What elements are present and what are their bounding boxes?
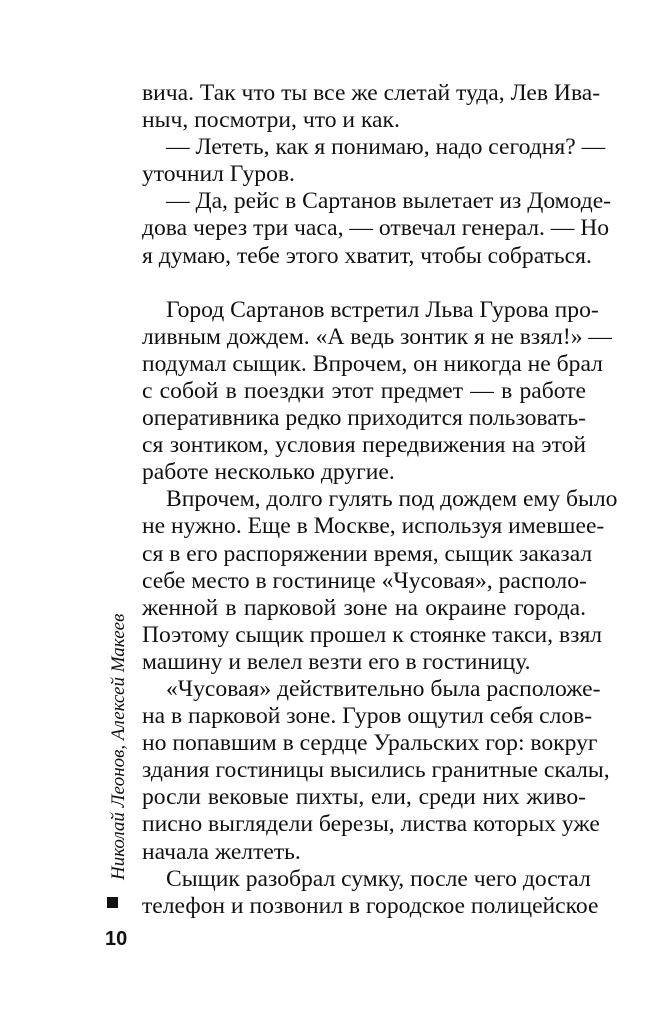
running-head-authors: Николай Леонов, Алексей Макеев (108, 613, 129, 880)
page-number: 10 (105, 928, 128, 950)
text-line: росли вековые пихты, ели, среди них живо- (142, 784, 586, 811)
text-line: машину и велел везти его в гостиницу. (142, 648, 531, 675)
paragraph (142, 188, 612, 269)
text-line: Поэтому сыщик прошел к стоянке такси, взял (142, 621, 603, 648)
text-line: но попавшим в сердце Уральских гор: вокруг (142, 730, 598, 757)
text-line: — Лететь, как я понимаю, надо сегодня? — (166, 134, 606, 161)
text-line: ливным дождем. «А ведь зонтик я не взял!» — (142, 323, 613, 350)
paragraph (142, 675, 610, 866)
text-line: «Чусовая» действительно была расположе- (166, 675, 601, 702)
text-line: оперативника редко приходится пользовать- (142, 405, 587, 432)
text-line: ся зонтиком, условия передвижения на этой (142, 432, 586, 459)
text-line: себе место в гостинице «Чусовая», располо- (142, 567, 587, 594)
text-line: не нужно. Еще в Москве, используя имевшее- (142, 513, 605, 540)
text-line: уточнил Гуров. (142, 161, 295, 188)
body-text (142, 80, 618, 920)
text-line: Впрочем, долго гулять под дождем ему было (166, 486, 618, 513)
text-line: начала желтеть. (142, 838, 301, 865)
text-line: телефон и позвонил в городское полицейское (142, 892, 599, 919)
text-line: женной в парковой зоне на окраине города. (142, 594, 586, 621)
text-line: писно выглядели березы, листва которых уже (142, 811, 600, 838)
section-break (142, 270, 586, 297)
page-marker-square (107, 897, 118, 908)
text-line: здания гостиницы высились гранитные скалы, (142, 757, 610, 784)
text-line: ныч, посмотри, что и как. (142, 107, 400, 134)
paragraph (142, 296, 613, 487)
paragraph (142, 134, 606, 188)
text-line: Сыщик разобрал сумку, после чего достал (166, 865, 591, 892)
text-line: вича. Так что ты все же слетай туда, Лев Ива- (142, 80, 601, 106)
text-line: — Да, рейс в Сартанов вылетает из Домоде- (166, 188, 612, 215)
paragraph (142, 486, 618, 676)
text-line: работе несколько другие. (142, 459, 395, 486)
text-line: ся в его распоряжении время, сыщик заказал (142, 540, 593, 567)
text-line: на в парковой зоне. Гуров ощутил себя слов- (142, 703, 593, 730)
paragraph (142, 80, 601, 134)
paragraph (142, 865, 599, 920)
text-line: я думаю, тебе этого хватит, чтобы собраться. (142, 242, 592, 269)
text-line: Город Сартанов встретил Льва Гурова про- (166, 296, 599, 323)
text-line: с собой в поездки этот предмет — в работе (142, 377, 586, 404)
text-line: подумал сыщик. Впрочем, он никогда не брал (142, 350, 603, 377)
text-line: дова через три часа, — отвечал генерал. — Но (142, 215, 610, 242)
